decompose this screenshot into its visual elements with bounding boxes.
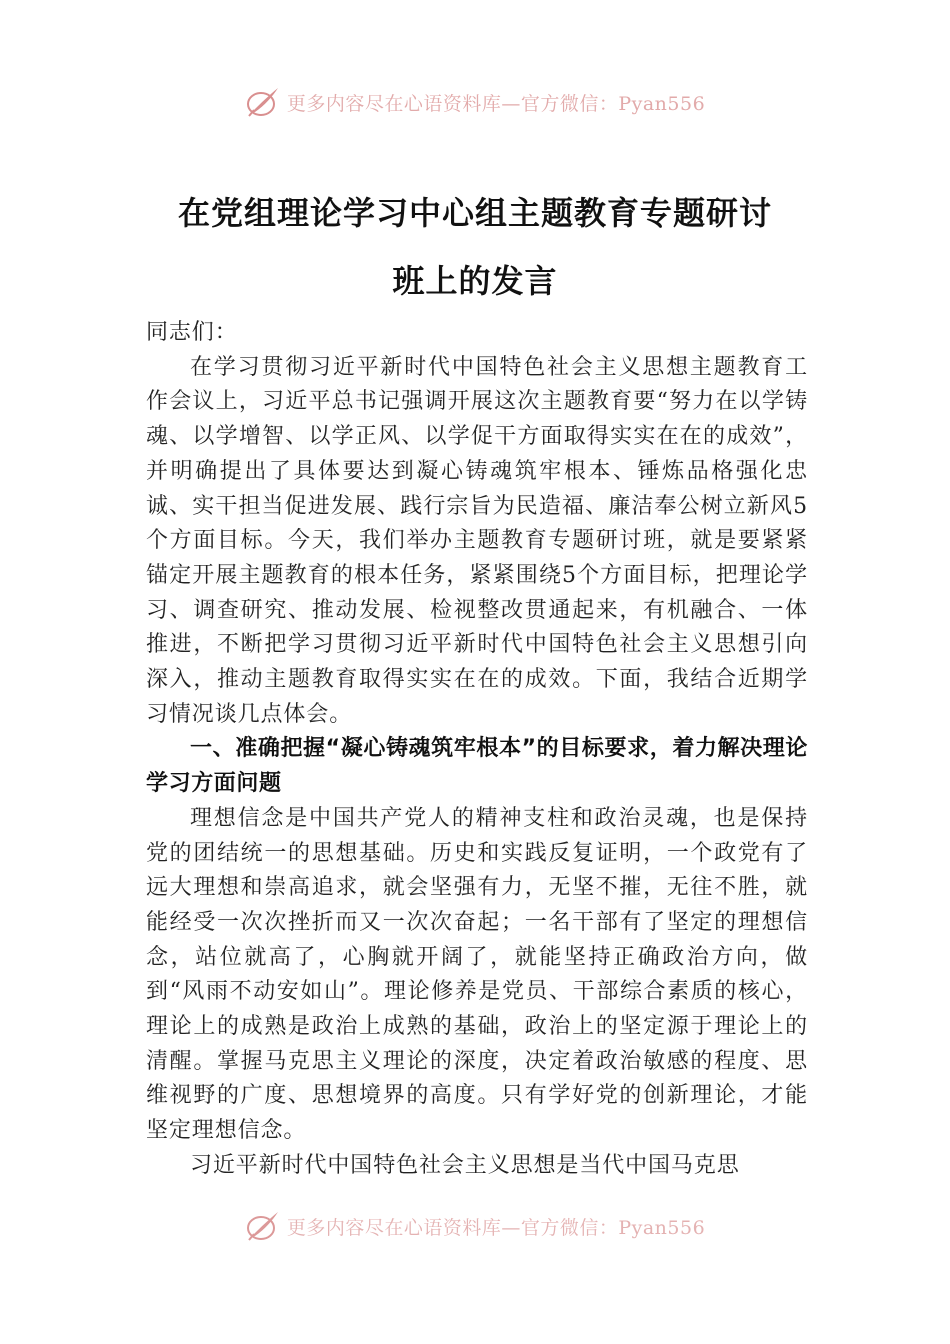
watermark-text: 更多内容尽在心语资料库—官方微信：Pyan556 bbox=[286, 1216, 706, 1239]
salutation: 同志们： bbox=[146, 320, 238, 345]
quill-logo-icon bbox=[245, 1209, 281, 1243]
watermark-footer bbox=[0, 1206, 950, 1246]
paragraph-section-1: 理想信念是中国共产党人的精神支柱和政治灵魂，也是保持党的团结统一的思想基础。历史和实践反复证明，一个政党有了远大理想和崇高追求，就会坚强有力，无坚不摧，无往不胜，就能经受一次次挫折而又一次次奋起；一名干部有了坚定的理想信念，站位就高了，心胸就开阔了，就能坚持正确政治方向，做到“风雨不动安如山”。理论修养是党员、干部综合素质的核心，理论上的成熟是政治上成熟的基础，政治上的坚定源于理论上的清醒。掌握马克思主义理论的深度，决定着政治敏感的程度、思维视野的广度、思想境界的高度。只有学好党的创新理论，才能坚定理想信念。 bbox=[146, 805, 808, 1144]
paragraph-intro: 在学习贯彻习近平新时代中国特色社会主义思想主题教育工作会议上，习近平总书记强调开展这次主题教育要“努力在以学铸魂、以学增智、以学正风、以学促干方面取得实实在在的成效”，并明确提出了具体要达到凝心铸魂筑牢根本、锤炼品格强化忠诚、实干担当促进发展、践行宗旨为民造福、廉洁奉公树立新风5个方面目标。今天，我们举办主题教育专题研讨班，就是要紧紧锚定开展主题教育的根本任务，紧紧围绕5个方面目标，把理论学习、调查研究、推动发展、检视整改贯通起来，有机融合、一体推进，不断把学习贯彻习近平新时代中国特色社会主义思想引向深入，推动主题教育取得实实在在的成效。下面，我结合近期学习情况谈几点体会。 bbox=[146, 354, 808, 727]
section-heading-1: 一、准确把握“凝心铸魂筑牢根本”的目标要求，着力解决理论学习方面问题 bbox=[146, 736, 808, 797]
document-title-line-1: 在党组理论学习中心组主题教育专题研讨 bbox=[177, 194, 772, 232]
paragraph-continued: 习近平新时代中国特色社会主义思想是当代中国马克思 bbox=[190, 1152, 740, 1178]
document-title-line-2: 班上的发言 bbox=[392, 262, 558, 300]
document-body bbox=[146, 316, 808, 1184]
watermark-text: 更多内容尽在心语资料库—官方微信：Pyan556 bbox=[286, 92, 706, 115]
watermark-header bbox=[0, 82, 950, 122]
quill-logo-icon bbox=[245, 85, 281, 119]
